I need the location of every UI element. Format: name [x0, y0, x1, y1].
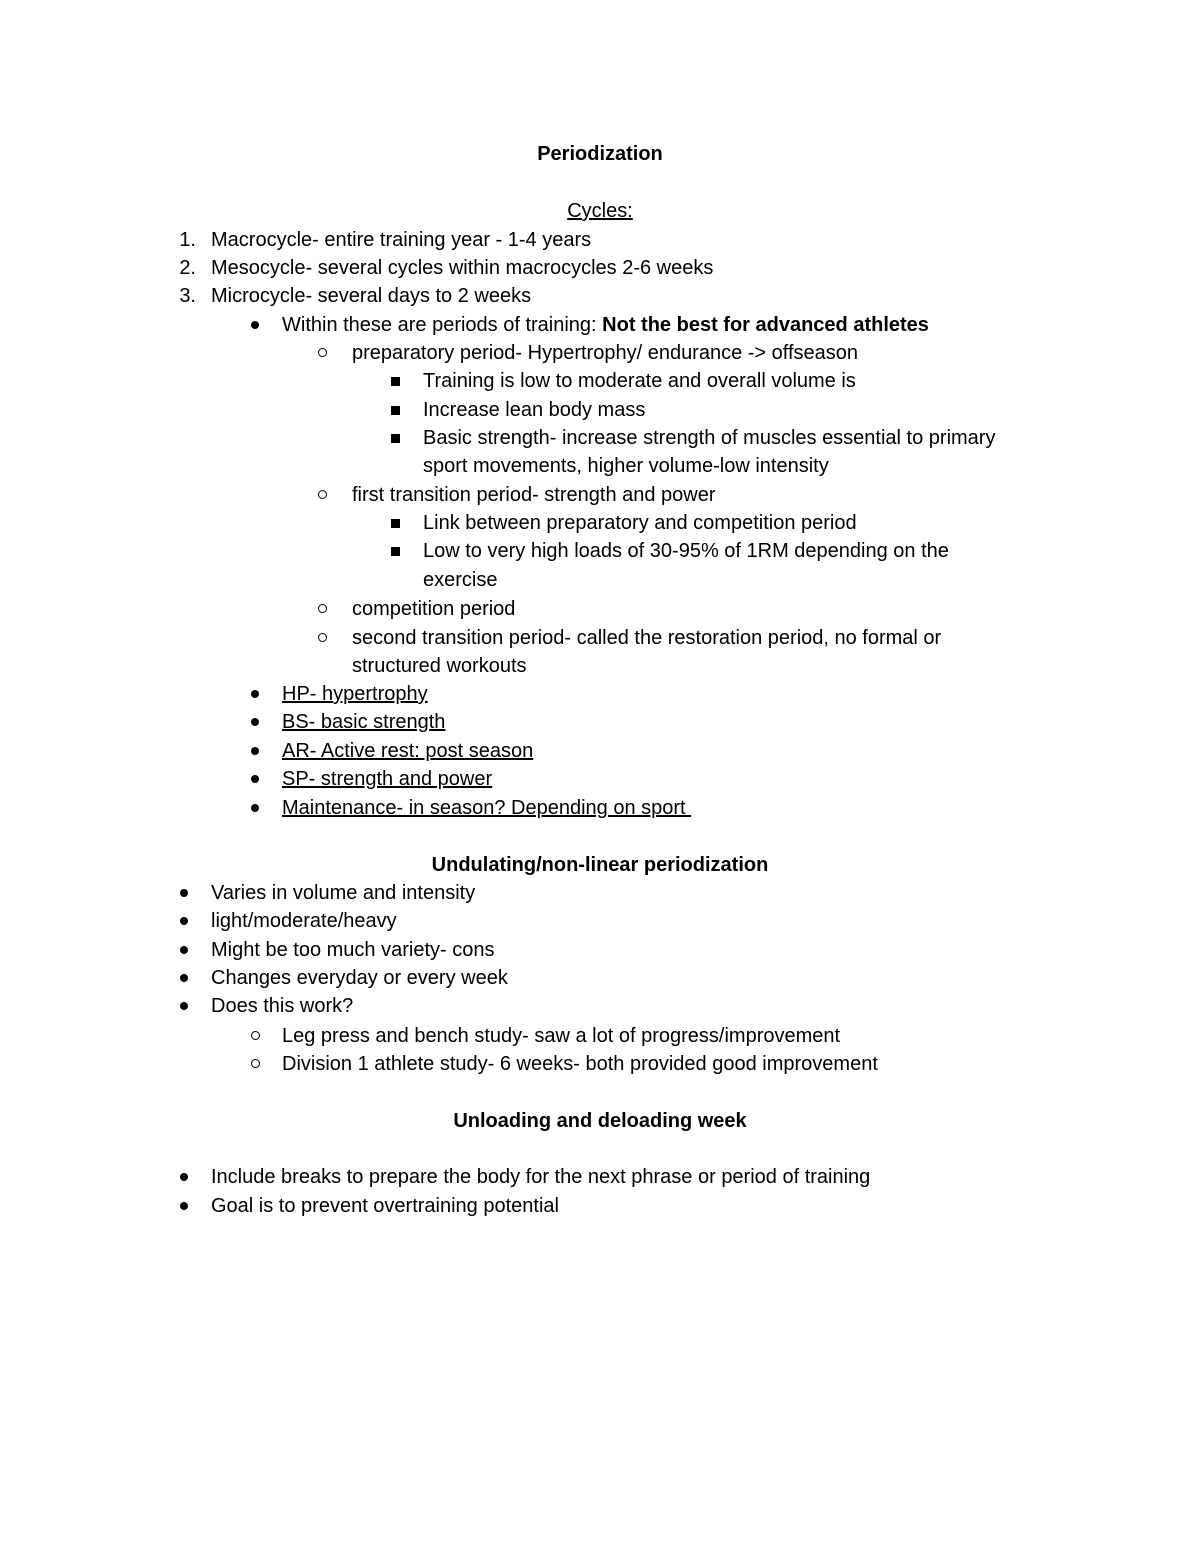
list-item-text: AR- Active rest: post season [282, 740, 534, 762]
bullet-icon [251, 718, 259, 726]
list-item-text: Might be too much variety- cons [211, 939, 495, 961]
list-item-text: SP- strength and power [282, 768, 493, 790]
list-item-text: light/moderate/heavy [211, 910, 397, 932]
bullet-icon [180, 917, 188, 925]
list-item-text: Within these are periods of training: [282, 314, 603, 336]
section-heading: Unloading and deloading week [453, 1110, 747, 1132]
list-item-text: Microcycle- several days to 2 weeks [211, 285, 532, 307]
list-item-text: sport movements, higher volume-low intensity [423, 455, 829, 477]
list-item-text: Increase lean body mass [423, 399, 646, 421]
list-item-text: exercise [423, 569, 498, 591]
list-item-text: HP- hypertrophy [282, 683, 428, 705]
list-item-text: Division 1 athlete study- 6 weeks- both provided good improvement [282, 1053, 878, 1075]
list-number: 2. [179, 257, 196, 279]
square-bullet-icon [391, 434, 400, 443]
list-item-text: competition period [352, 598, 516, 620]
square-bullet-icon [391, 406, 400, 415]
bullet-icon [251, 747, 259, 755]
hollow-bullet-icon [251, 1059, 260, 1068]
cycles-heading: Cycles: [567, 200, 633, 222]
list-item-text: Mesocycle- several cycles within macrocycles 2-6 weeks [211, 257, 714, 279]
hollow-bullet-icon [318, 633, 327, 642]
list-item-text: Macrocycle- entire training year - 1-4 years [211, 229, 592, 251]
list-item-text: Include breaks to prepare the body for the next phrase or period of training [211, 1166, 871, 1188]
list-item-text: Does this work? [211, 995, 354, 1017]
list-number: 1. [179, 229, 196, 251]
list-item-text: Varies in volume and intensity [211, 882, 476, 904]
list-item-text: Changes everyday or every week [211, 967, 508, 989]
list-item-text: first transition period- strength and power [352, 484, 716, 506]
list-item-text: Goal is to prevent overtraining potential [211, 1195, 559, 1217]
list-item-text: second transition period- called the restoration period, no formal or [352, 627, 942, 649]
hollow-bullet-icon [318, 348, 327, 357]
bullet-icon [251, 775, 259, 783]
bullet-icon [180, 1173, 188, 1181]
bullet-icon [180, 889, 188, 897]
hollow-bullet-icon [318, 604, 327, 613]
bullet-icon [251, 321, 259, 329]
bullet-icon [251, 690, 259, 698]
bullet-icon [180, 974, 188, 982]
square-bullet-icon [391, 519, 400, 528]
bullet-icon [251, 804, 259, 812]
bullet-icon [180, 1202, 188, 1210]
page-title: Periodization [537, 143, 663, 165]
section-heading: Undulating/non-linear periodization [431, 854, 769, 876]
list-item-text: structured workouts [352, 655, 527, 677]
square-bullet-icon [391, 547, 400, 556]
list-item-text: Link between preparatory and competition period [423, 512, 857, 534]
bullet-icon [180, 1002, 188, 1010]
list-item-text: preparatory period- Hypertrophy/ endurance -> offseason [352, 342, 859, 364]
list-item-text: Maintenance- in season? Depending on sport [282, 797, 692, 819]
bullet-icon [180, 946, 188, 954]
list-item-text: BS- basic strength [282, 711, 446, 733]
hollow-bullet-icon [318, 490, 327, 499]
emphasis-text: Not the best for advanced athletes [602, 314, 929, 336]
list-item-text: Low to very high loads of 30-95% of 1RM depending on the [423, 540, 949, 562]
list-item-text: Leg press and bench study- saw a lot of progress/improvement [282, 1025, 841, 1047]
square-bullet-icon [391, 377, 400, 386]
list-item-text: Training is low to moderate and overall volume is [423, 370, 856, 392]
list-number: 3. [179, 285, 196, 307]
list-item-text: Basic strength- increase strength of muscles essential to primary [423, 427, 996, 449]
hollow-bullet-icon [251, 1031, 260, 1040]
